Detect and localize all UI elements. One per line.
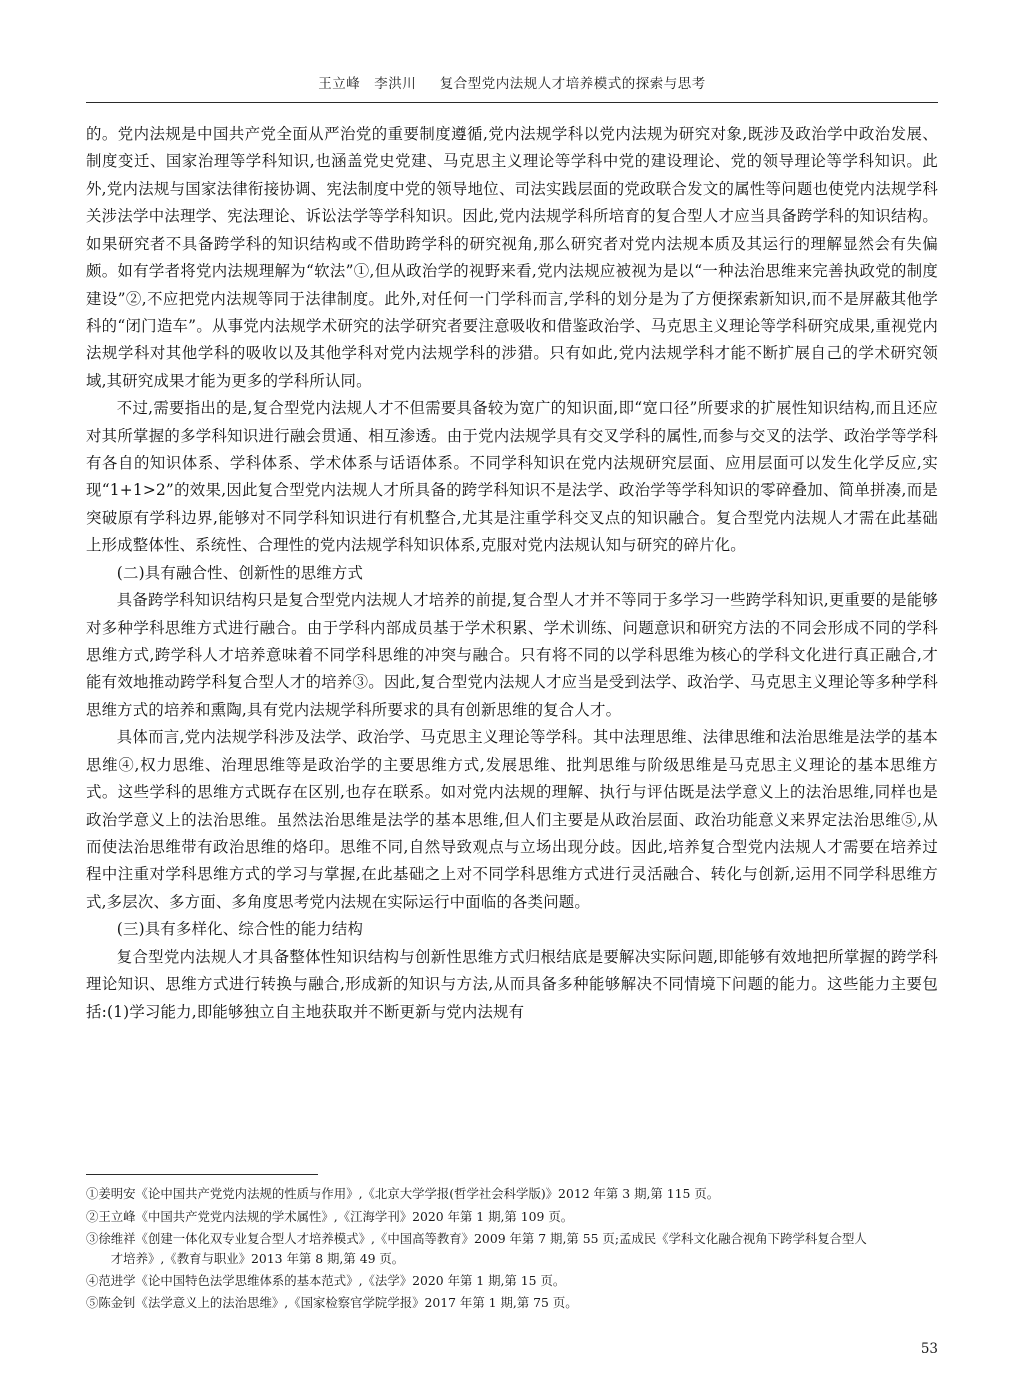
footnote-item (86, 1184, 938, 1204)
header-divider (86, 102, 938, 103)
paragraph: 具备跨学科知识结构只是复合型党内法规人才培养的前提,复合型人才并不等同于多学习一些跨学科知识,更重要的是能够对多种学科思维方式进行融合。由于学科内部成员基于学术积累、学术训练、问题意识和研究方法的不同会形成不同的学科思维方式,跨学科人才培养意味着不同学科思维的冲突与融合。只有将不同的以学科思维为核心的学科文化进行真正融合,才能有效地推动跨学科复合型人才的培养③。因此,复合型党内法规人才应当是受到法学、政治学、马克思主义理论等多种学科思维方式的培养和熏陶,具有党内法规学科所要求的具有创新思维的复合人才。 (86, 591, 938, 719)
footnote-marker: ⑤ (86, 1294, 99, 1310)
section-heading: (二)具有融合性、创新性的思维方式 (116, 563, 364, 582)
footnote-marker: ② (86, 1208, 99, 1224)
footnote-item (86, 1207, 938, 1227)
footnote-text: 王立峰《中国共产党党内法规的学术属性》,《江海学刊》2020 年第 1 期,第 109 页。 (98, 1208, 574, 1224)
running-head-title: 复合型党内法规人才培养模式的探索与思考 (439, 76, 706, 92)
footnote-item (86, 1271, 938, 1291)
footnote-text: 徐维祥《创建一体化双专业复合型人才培养模式》,《中国高等教育》2009 年第 7 期,第 55 页;孟成民《学科文化融合视角下跨学科复合型人 (98, 1230, 867, 1246)
footnotes (86, 1174, 938, 1315)
footnote-marker: ① (86, 1186, 99, 1202)
footnote-item (86, 1293, 938, 1313)
paragraph: 不过,需要指出的是,复合型党内法规人才不但需要具备较为宽广的知识面,即“宽口径”所要求的扩展性知识结构,而且还应对其所掌握的多学科知识进行融会贯通、相互渗透。由于党内法规学具有交叉学科的属性,而参与交叉的法学、政治学等学科有各自的知识体系、学科体系、学术体系与话语体系。不同学科知识在党内法规研究层面、应用层面可以发生化学反应,实现“1+1>2”的效果,因此复合型党内法规人才所具备的跨学科知识不是法学、政治学等学科知识的零碎叠加、简单拼凑,而是突破原有学科边界,能够对不同学科知识进行有机整合,尤其是注重学科交叉点的知识融合。复合型党内法规人才需在此基础上形成整体性、系统性、合理性的党内法规学科知识体系,克服对党内法规认知与研究的碎片化。 (86, 399, 938, 555)
footnote-marker: ④ (86, 1272, 99, 1288)
footnote-text: 范进学《论中国特色法学思维体系的基本范式》,《法学》2020 年第 1 期,第 15 页。 (98, 1272, 566, 1288)
running-head-authors: 王立峰 李洪川 (318, 76, 417, 92)
article-body (86, 121, 938, 1026)
page-number: 53 (920, 1341, 938, 1357)
section-heading: (三)具有多样化、综合性的能力结构 (116, 920, 364, 939)
footnote-divider (86, 1174, 318, 1175)
running-head (86, 72, 938, 92)
footnote-text: 姜明安《论中国共产党党内法规的性质与作用》,《北京大学学报(哲学社会科学版)》2012 年第 3 期,第 115 页。 (98, 1186, 720, 1202)
footnote-text: 陈金钊《法学意义上的法治思维》,《国家检察官学院学报》2017 年第 1 期,第 75 页。 (98, 1294, 578, 1310)
paragraph: 复合型党内法规人才具备整体性知识结构与创新性思维方式归根结底是要解决实际问题,即能够有效地把所掌握的跨学科理论知识、思维方式进行转换与融合,形成新的知识与方法,从而具备多种能够解决不同情境下问题的能力。这些能力主要包括:(1)学习能力,即能够独立自主地获取并不断更新与党内法规有 (86, 947, 938, 1021)
footnote-marker: ③ (86, 1230, 99, 1246)
footnote-text-continued: 才培养》,《教育与职业》2013 年第 8 期,第 49 页。 (110, 1250, 405, 1266)
footnote-item (86, 1229, 938, 1269)
paragraph: 具体而言,党内法规学科涉及法学、政治学、马克思主义理论等学科。其中法理思维、法律思维和法治思维是法学的基本思维④,权力思维、治理思维等是政治学的主要思维方式,发展思维、批判思维与阶级思维是马克思主义理论的基本思维方式。这些学科的思维方式既存在区别,也存在联系。如对党内法规的理解、执行与评估既是法学意义上的法治思维,同样也是政治学意义上的法治思维。虽然法治思维是法学的基本思维,但人们主要是从政治层面、政治功能意义来界定法治思维⑤,从而使法治思维带有政治思维的烙印。思维不同,自然导致观点与立场出现分歧。因此,培养复合型党内法规人才需要在培养过程中注重对学科思维方式的学习与掌握,在此基础之上对不同学科思维方式进行灵活融合、转化与创新,运用不同学科思维方式,多层次、多方面、多角度思考党内法规在实际运行中面临的各类问题。 (86, 728, 938, 911)
paragraph: 的。党内法规是中国共产党全面从严治党的重要制度遵循,党内法规学科以党内法规为研究对象,既涉及政治学中政治发展、制度变迁、国家治理等学科知识,也涵盖党史党建、马克思主义理论等学科中党的建设理论、党的领导理论等学科知识。此外,党内法规与国家法律衔接协调、宪法制度中党的领导地位、司法实践层面的党政联合发文的属性等问题也使党内法规学科关涉法学中法理学、宪法理论、诉讼法学等学科知识。因此,党内法规学科所培育的复合型人才应当具备跨学科的知识结构。如果研究者不具备跨学科的知识结构或不借助跨学科的研究视角,那么研究者对党内法规本质及其运行的理解显然会有失偏颇。如有学者将党内法规理解为“软法”①,但从政治学的视野来看,党内法规应被视为是以“一种法治思维来完善执政党的制度建设”②,不应把党内法规等同于法律制度。此外,对任何一门学科而言,学科的划分是为了方便探索新知识,而不是屏蔽其他学科的“闭门造车”。从事党内法规学术研究的法学研究者要注意吸收和借鉴政治学、马克思主义理论等学科研究成果,重视党内法规学科对其他学科的吸收以及其他学科对党内法规学科的涉猎。只有如此,党内法规学科才能不断扩展自己的学术研究领域,其研究成果才能为更多的学科所认同。 (86, 125, 938, 390)
